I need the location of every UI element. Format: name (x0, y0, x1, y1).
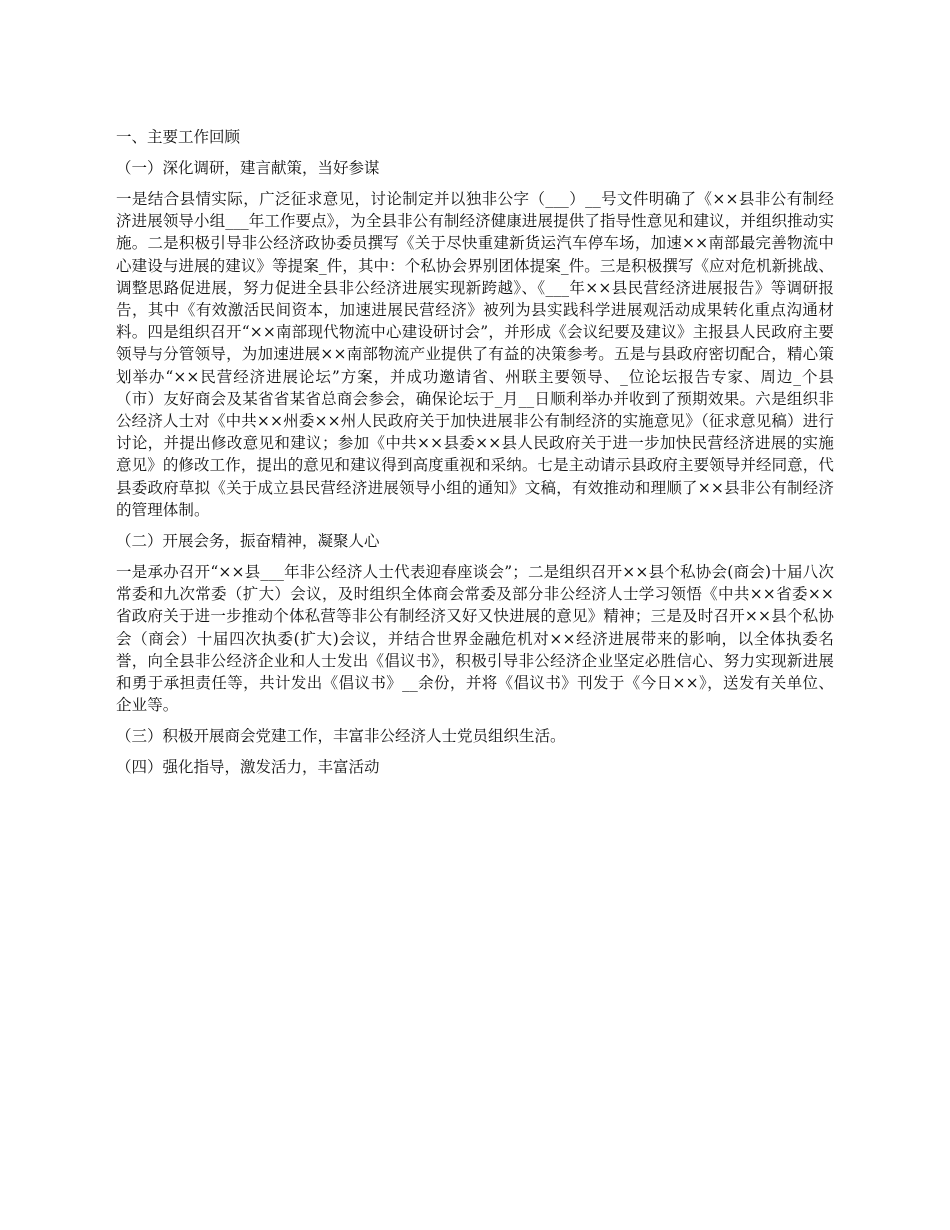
subsection-title-3: （三）积极开展商会党建工作，丰富非公经济人士党员组织生活。 (116, 727, 566, 746)
document-body (116, 126, 834, 787)
subsection-title-2: （二）开展会务，振奋精神，凝聚人心 (116, 532, 380, 551)
subsection-body-2: 一是承办召开“××县___年非公经济人士代表迎春座谈会”；二是组织召开××县个私协会(商会)十届八次常委和九次常委（扩大）会议，及时组织全体商会常委及部分非公经济人士学习领悟《中共××省委××省政府关于进一步推动个体私营等非公有制经济又好又快进展的意见》精神；三是及时召开××县个私协会（商会）十届四次执委(扩大)会议，并结合世界金融危机对××经济进展带来的影响，以全体执委名誉，向全县非公经济企业和人士发出《倡议书》，积极引导非公经济企业坚定必胜信心、努力实现新进展和勇于承担责任等，共计发出《倡议书》__余份，并将《倡议书》刊发于《今日××》，送发有关单位、企业等。 (116, 563, 834, 715)
section-title: 一、主要工作回顾 (116, 128, 241, 146)
subsection-title-1: （一）深化调研，建言献策，当好参谋 (116, 159, 380, 177)
subsection-body-1: 一是结合县情实际，广泛征求意见，讨论制定并以独非公字（___）__号文件明确了《××县非公有制经济进展领导小组___年工作要点》，为全县非公有制经济健康进展提供了指导性意见和建议，并组织推动实施。二是积极引导非公经济政协委员撰写《关于尽快重建新货运汽车停车场，加速××南部最完善物流中心建设与进展的建议》等提案_件，其中：个私协会界别团体提案_件。三是积极撰写《应对危机新挑战、调整思路促进展，努力促进全县非公经济进展实现新跨越》、《___年××县民营经济进展报告》等调研报告，其中《有效激活民间资本，加速进展民营经济》被列为县实践科学进展观活动成果转化重点沟通材料。四是组织召开“××南部现代物流中心建设研讨会”，并形成《会议纪要及建议》主报县人民政府主要领导与分管领导，为加速进展××南部物流产业提供了有益的决策参考。五是与县政府密切配合，精心策划举办“××民营经济进展论坛”方案，并成功邀请省、州联主要领导、_位论坛报告专家、周边_个县（市）友好商会及某省省某省总商会参会，确保论坛于_月__日顺利举办并收到了预期效果。六是组织非公经济人士对《中共××州委××州人民政府关于加快进展非公有制经济的实施意见》（征求意见稿）进行讨论，并提出修改意见和建议；参加《中共××县委××县人民政府关于进一步加快民营经济进展的实施意见》的修改工作，提出的意见和建议得到高度重视和采纳。七是主动请示县政府主要领导并经同意，代县委政府草拟《关于成立县民营经济进展领导小组的通知》文稿，有效推动和理顺了××县非公有制经济的管理体制。 (116, 190, 834, 519)
subsection-title-4: （四）强化指导，激发活力，丰富活动 (116, 758, 380, 777)
